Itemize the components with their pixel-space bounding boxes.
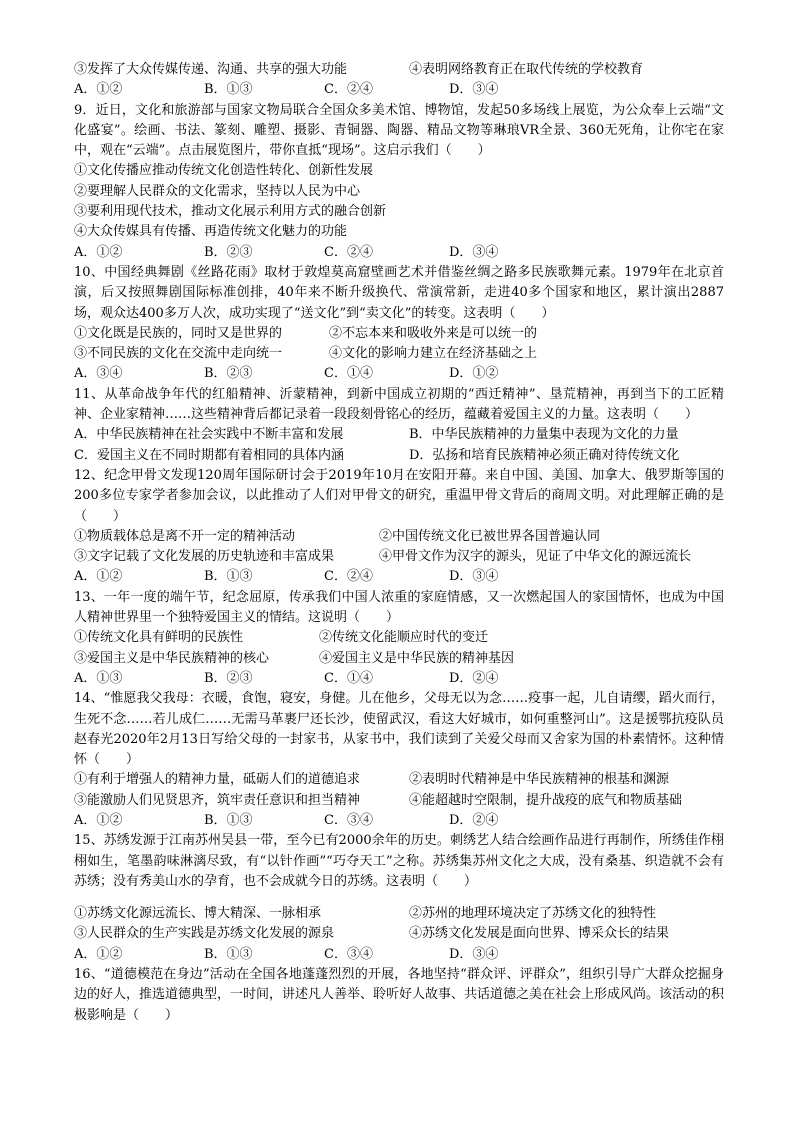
q10-statement-3: ③不同民族的文化在交流中走向统一 — [74, 346, 283, 362]
q10-statement-1: ①文化既是民族的，同时又是世界的 — [74, 325, 283, 341]
q9-statement-4: ④大众传媒具有传播、再造传统文化魅力的功能 — [74, 224, 348, 240]
q9-statement-3: ③要利用现代技术，推动文化展示利用方式的融合创新 — [74, 204, 387, 220]
q10-options-row-2 — [74, 344, 724, 364]
q13-statement-3: ③爱国主义是中华民族精神的核心 — [74, 650, 270, 666]
q12-choice-c: C．②④ — [324, 569, 373, 585]
q8-choice-d: D．③④ — [449, 82, 499, 98]
q12-choice-b: B．①③ — [204, 569, 253, 585]
q13-choice-a: A．①③ — [74, 670, 123, 686]
q15-stem: 15、苏绣发源于江南苏州吴县一带，至今已有2000余年的历史。刺绣艺人结合绘画作品进行再制作，所绣佳作栩栩如生，笔墨韵味淋漓尽致，有“以针作画”“巧夺天工”之称。苏绣集苏州文化之大成，没有桑基、织造就不会有苏绣；没有秀美山水的孕育，也不会成就今日的苏绣。这表明（ ） — [74, 833, 724, 889]
q8-options-row-1 — [74, 60, 724, 80]
q14-statement-4: ④能超越时空限制，提升战疫的底气和物质基础 — [409, 792, 683, 808]
q13-choice-c: C．①④ — [324, 670, 373, 686]
q15-choice-c: C．③④ — [324, 946, 373, 962]
q13-statement-1: ①传统文化具有鲜明的民族性 — [74, 630, 244, 646]
q12-statement-1: ①物质载体总是离不开一定的精神活动 — [74, 528, 296, 544]
q13-statement-4: ④爱国主义是中华民族的精神基因 — [319, 650, 515, 666]
q13-choice-b: B．②③ — [204, 670, 253, 686]
q9-choice-d: D．③④ — [449, 244, 499, 260]
q11-stem: 11、从革命战争年代的红船精神、沂蒙精神，到新中国成立初期的“西迁精神”、垦荒精神，再到当下的工匠精神、企业家精神……这些精神背后都记录着一段段刻骨铭心的经历，蕴藏着爱国主义的力量。这表明（ ） — [74, 386, 724, 423]
q8-statement-4: ④表明网络教育正在取代传统的学校教育 — [409, 62, 644, 77]
q10-choice-c: C．①④ — [324, 366, 373, 382]
q13-stem: 13、一年一度的端午节，纪念屈原，传承我们中国人浓重的家庭情感，又一次燃起国人的家国情怀，也成为中国人精神世界里一个独特爱国主义的情结。这说明（ ） — [74, 589, 724, 626]
q12-statement-4: ④甲骨文作为汉字的源头，见证了中华文化的源远流长 — [379, 549, 692, 565]
q11-choice-b: B．中华民族精神的力量集中表现为文化的力量 — [409, 427, 679, 443]
q15-choice-a: A．①② — [74, 946, 123, 962]
q13-choice-d: D．②④ — [449, 670, 499, 686]
q8-choice-a: A．①② — [74, 82, 123, 98]
q8-statement-3: ③发挥了大众传媒传递、沟通、共享的强大功能 — [74, 62, 348, 77]
q12-statement-3: ③文字记载了文化发展的历史轨迹和丰富成果 — [74, 549, 335, 565]
q14-choices — [74, 811, 724, 831]
q13-statement-2: ②传统文化能顺应时代的变迁 — [319, 630, 489, 646]
q14-statement-3: ③能激励人们见贤思齐，筑牢责任意识和担当精神 — [74, 792, 361, 808]
q10-choice-b: B．②③ — [204, 366, 253, 382]
q12-statement-2: ②中国传统文化已被世界各国普遍认同 — [379, 528, 601, 544]
q15-statement-2: ②苏州的地理环境决定了苏绣文化的独特性 — [409, 906, 657, 922]
q9-choice-a: A．①② — [74, 244, 123, 260]
q14-statement-2: ②表明时代精神是中华民族精神的根基和渊源 — [409, 772, 670, 788]
q14-statement-1: ①有利于增强人的精神力量，砥砺人们的道德追求 — [74, 772, 361, 788]
q10-choice-d: D．①② — [449, 366, 499, 382]
q10-stem: 10、中国经典舞剧《丝路花雨》取材于敦煌莫高窟壁画艺术并借鉴丝绸之路多民族歌舞元素。1979年在北京首演，后又按照舞剧国际标准创排，40年来不断升级换代、常演常新，走进40多个国家和地区，累计演出2887场，观众达400多万人次，成功实现了“送文化”到“卖文化”的转变。这表明（ ） — [74, 264, 724, 321]
q10-statement-4: ④文化的影响力建立在经济基础之上 — [329, 346, 538, 362]
q14-options-row-2 — [74, 791, 724, 811]
q13-options-row-1 — [74, 628, 724, 648]
q12-options-row-2 — [74, 547, 724, 567]
q14-options-row-1 — [74, 770, 724, 790]
q11-choice-c: C．爱国主义在不同时期都有着相同的具体内涵 — [74, 447, 344, 463]
q10-choice-a: A．③④ — [74, 366, 123, 382]
q14-choice-c: C．③④ — [324, 812, 373, 828]
q9-statement-2: ②要理解人民群众的文化需求，坚持以人民为中心 — [74, 183, 361, 199]
q12-choice-d: D．③④ — [449, 569, 499, 585]
exam-page — [74, 60, 724, 1026]
q12-stem: 12、纪念甲骨文发现120周年国际研讨会于2019年10月在安阳开幕。来自中国、美国、加拿大、俄罗斯等国的200多位专家学者参加会议，以此推动了人们对甲骨文的研究，重温甲骨文背后的商周文明。对此理解正确的是（ ） — [74, 467, 724, 524]
q12-choice-a: A．①② — [74, 569, 123, 585]
q15-statement-3: ③人民群众的生产实践是苏绣文化发展的源泉 — [74, 926, 335, 942]
q15-options-row-2 — [74, 924, 724, 944]
q13-choices — [74, 669, 724, 689]
q11-choice-a: A．中华民族精神在社会实践中不断丰富和发展 — [74, 427, 344, 443]
q15-choices — [74, 945, 724, 965]
q14-stem: 14、“惟愿我父我母：衣暖，食饱，寝安，身健。儿在他乡，父母无以为念……疫事一起，儿自请缨，蹈火而行，生死不念……若儿成仁……无需马革裹尸还长沙，使留武汉，看这大好城市，如何重整河山”。这是援鄂抗疫队员赵春光2020年2月13日写给父母的一封家书，从家书中，我们读到了关爱父母而又舍家为国的朴素情怀。这种情怀（ ） — [74, 691, 724, 768]
q15-choice-d: D．③④ — [449, 946, 499, 962]
q8-choices — [74, 80, 724, 100]
q12-choices — [74, 567, 724, 587]
q11-choices-row-2 — [74, 446, 724, 466]
q14-choice-a: A．①② — [74, 812, 123, 828]
q9-choices — [74, 243, 724, 263]
q12-options-row-1 — [74, 527, 724, 547]
q8-choice-c: C．②④ — [324, 82, 373, 98]
q10-statement-2: ②不忘本来和吸收外来是可以统一的 — [329, 325, 538, 341]
q15-choice-b: B．①③ — [204, 946, 253, 962]
q10-choices — [74, 364, 724, 384]
q10-options-row-1 — [74, 324, 724, 344]
q15-options-row-1 — [74, 904, 724, 924]
q9-statement-1: ①文化传播应推动传统文化创造性转化、创新性发展 — [74, 163, 374, 179]
q15-statement-4: ④苏绣文化发展是面向世界、博采众长的结果 — [409, 926, 670, 942]
q14-choice-d: D．②④ — [449, 812, 499, 828]
q13-options-row-2 — [74, 649, 724, 669]
q11-choices-row-1 — [74, 425, 724, 445]
q15-statement-1: ①苏绣文化源远流长、博大精深、一脉相承 — [74, 906, 322, 922]
q9-stem: 9．近日，文化和旅游部与国家文物局联合全国众多美术馆、博物馆，发起50多场线上展览，为公众奉上云端“文化盛宴”。绘画、书法、篆刻、雕塑、摄影、青铜器、陶器、精品文物等琳琅VR全景、360无死角，让你宅在家中，观在“云端”。点击展览图片，带你直抵“现场”。这启示我们（ ） — [74, 102, 724, 159]
spacer — [74, 892, 724, 904]
q11-choice-d: D．弘扬和培育民族精神必须正确对待传统文化 — [409, 447, 680, 463]
q8-choice-b: B．①③ — [204, 82, 253, 98]
q9-choice-c: C．②④ — [324, 244, 373, 260]
q9-choice-b: B．②③ — [204, 244, 253, 260]
q14-choice-b: B．①③ — [204, 812, 253, 828]
q16-stem: 16、“道德模范在身边”活动在全国各地蓬蓬烈烈的开展，各地坚持“群众评、评群众”，组织引导广大群众挖掘身边的好人，推选道德典型，一时间，讲述凡人善举、聆听好人故事、共话道德之美在社会上形成风尚。该活动的积极影响是（ ） — [74, 967, 725, 1023]
